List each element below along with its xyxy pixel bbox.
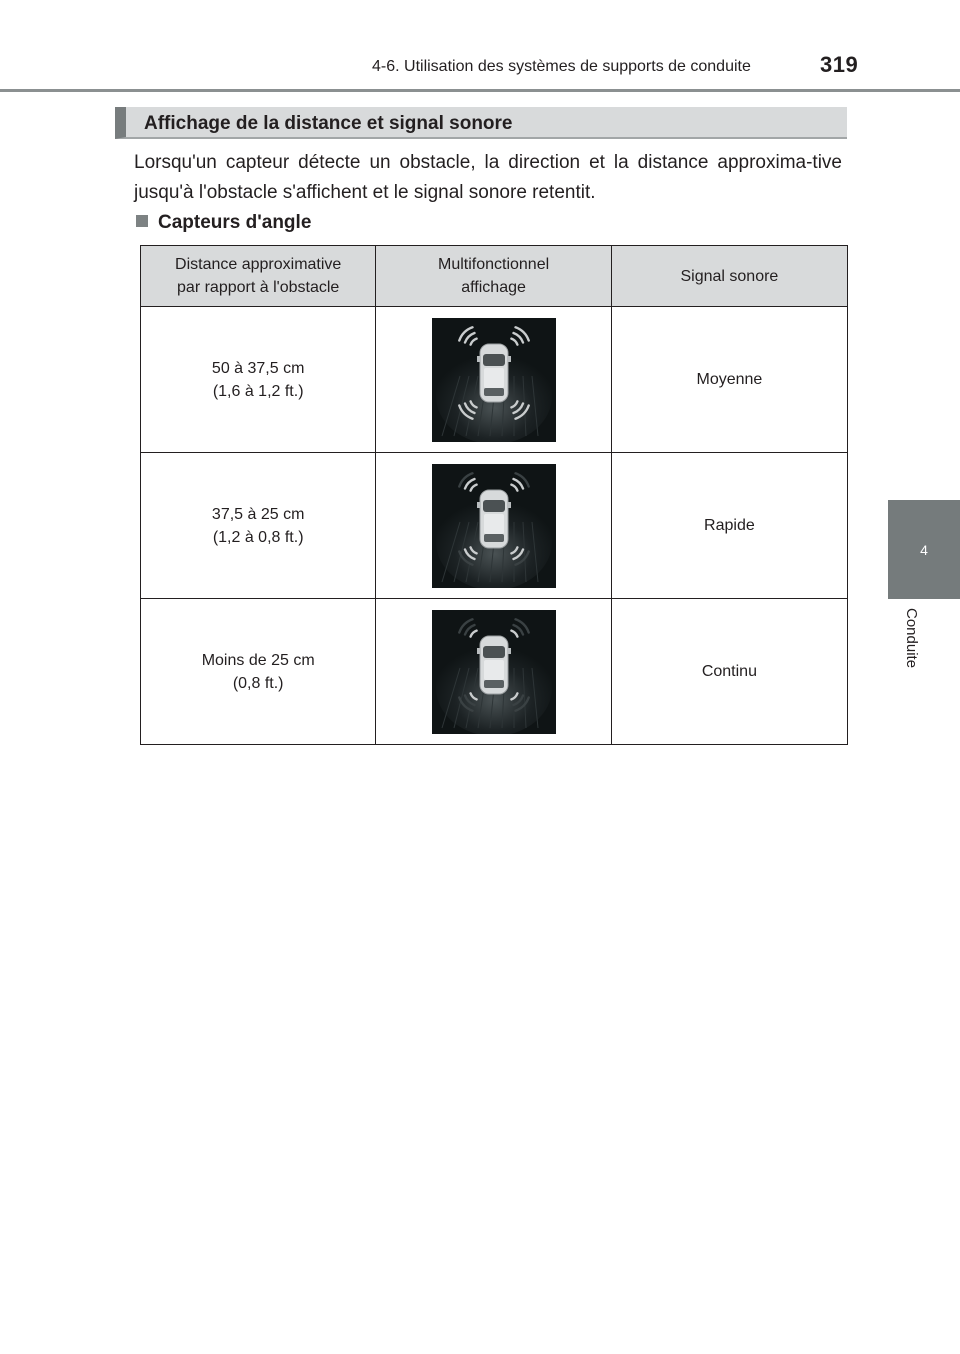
display-cell: [376, 599, 611, 745]
side-tab-chapter-number: [888, 500, 960, 599]
chapter-title: 4-6. Utilisation des systèmes de supports de conduite: [372, 58, 751, 75]
distance-ft: (1,2 à 0,8 ft.): [212, 528, 304, 546]
header-display: [376, 246, 611, 307]
distance-cm: 37,5 à 25 cm: [211, 505, 305, 523]
intro-paragraph: Lorsqu'un capteur détecte un obstacle, la direction et la distance approxima-tive jusqu'à l'obstacle s'affichent et le signal sonore retentit.: [134, 152, 842, 203]
distance-ft: (0,8 ft.): [232, 674, 284, 692]
header-distance: [141, 246, 376, 307]
header-distance-line1: Distance approximative: [175, 256, 342, 273]
table-header-row: [141, 246, 848, 307]
header-distance-line2: par rapport à l'obstacle: [177, 279, 340, 296]
section-heading-bar: [115, 107, 847, 139]
signal-cell: Continu: [611, 599, 847, 745]
header-display-line1: Multifonctionnel: [437, 256, 550, 273]
header-display-line2: affichage: [461, 279, 526, 296]
signal-cell: Moyenne: [611, 307, 847, 453]
section-title: Affichage de la distance et signal sonore: [144, 113, 513, 134]
distance-cm: 50 à 37,5 cm: [211, 359, 305, 377]
car-sensor-display-icon: [432, 318, 556, 442]
distance-cm: Moins de 25 cm: [201, 651, 315, 669]
distance-cell: [141, 453, 376, 599]
signal-cell: Rapide: [611, 453, 847, 599]
header-signal: Signal sonore: [611, 246, 847, 307]
table-row: [141, 307, 848, 453]
sensor-distance-table: [140, 245, 848, 745]
subsection-heading: [136, 212, 311, 234]
car-top-view: [477, 344, 511, 402]
subsection-title: Capteurs d'angle: [158, 212, 312, 233]
table-row: [141, 453, 848, 599]
car-sensor-display-icon: [432, 464, 556, 588]
car-top-view: [477, 490, 511, 548]
distance-ft: (1,6 à 1,2 ft.): [212, 382, 304, 400]
distance-cell: [141, 307, 376, 453]
car-top-view: [477, 636, 511, 694]
page-number: 319: [820, 52, 859, 77]
display-cell: [376, 307, 611, 453]
car-sensor-display-icon: [432, 610, 556, 734]
distance-cell: [141, 599, 376, 745]
header-divider: [0, 89, 960, 92]
display-cell: [376, 453, 611, 599]
square-bullet-icon: [136, 215, 148, 227]
side-tab-label: Conduite: [903, 608, 920, 669]
table-row: [141, 599, 848, 745]
side-tab-number: 4: [920, 541, 928, 558]
